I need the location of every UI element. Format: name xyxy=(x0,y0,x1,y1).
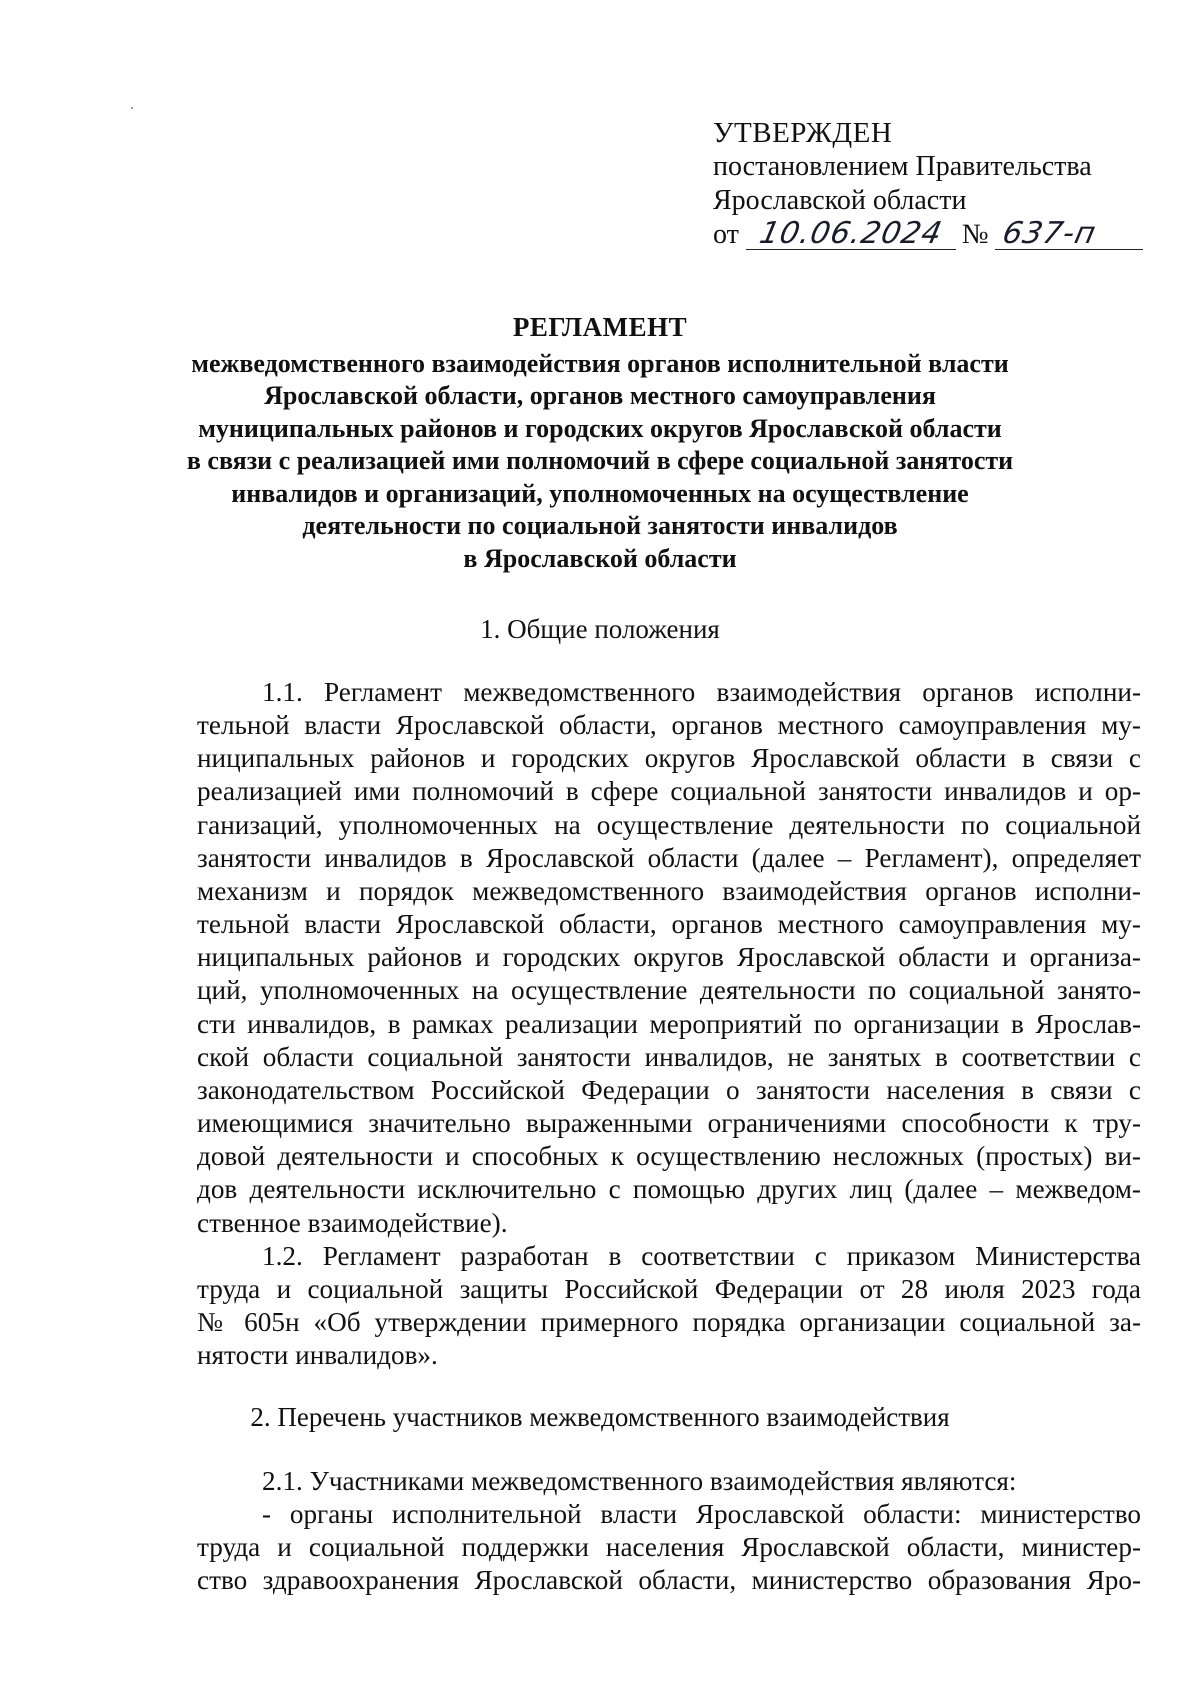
approval-block xyxy=(713,116,1153,252)
subtitle-line: инвалидов и организаций, уполномоченных на осуществление xyxy=(231,478,969,508)
approval-date-number-line xyxy=(713,218,1153,252)
paragraph-2-1 xyxy=(197,1465,1141,1598)
text-line: 1.2. Регламент разработан в соответствии с приказом Министерства xyxy=(262,1241,1141,1271)
approval-line-1: постановлением Правительства xyxy=(713,151,1092,182)
text-line: труда и социальной поддержки населения Ярославской области, министер- xyxy=(197,1532,1141,1563)
handwritten-date: 10.06.2024 xyxy=(756,216,946,251)
text-line: реализацией ими полномочий в сфере социальной занятости инвалидов и ор- xyxy=(197,776,1141,807)
subtitle-line: межведомственного взаимодействия органов исполнительной власти xyxy=(191,348,1009,378)
text-line: труда и социальной защиты Российской Федерации от 28 июля 2023 года xyxy=(197,1274,1141,1305)
text-line: ниципальных районов и городских округов Ярославской области и организа- xyxy=(197,942,1141,973)
document-title: РЕГЛАМЕНТ xyxy=(512,312,688,342)
section-1-heading: 1. Общие положения xyxy=(480,614,720,644)
subtitle-line: деятельности по социальной занятости инвалидов xyxy=(302,511,898,540)
text-line: занятости инвалидов в Ярославской области (далее – Регламент), определяет xyxy=(197,842,1141,873)
text-line: - органы исполнительной власти Ярославской области: министерство xyxy=(262,1499,1141,1530)
text-line: дов деятельности исключительно с помощью других лиц (далее – межведом- xyxy=(197,1174,1141,1205)
text-line: ганизаций, уполномоченных на осуществление деятельности по социальной xyxy=(197,809,1141,840)
subtitle-line: Ярославской области, органов местного самоуправления xyxy=(264,381,936,410)
approval-title: УТВЕРЖДЕН xyxy=(713,117,893,149)
text-line: механизм и порядок межведомственного взаимодействия органов исполни- xyxy=(197,875,1141,906)
number-field xyxy=(995,216,1143,251)
date-field xyxy=(746,216,956,251)
text-line: ниципальных районов и городских округов Ярославской области в связи с xyxy=(197,743,1141,774)
text-line: законодательством Российской Федерации о занятости населения в связи с xyxy=(197,1074,1141,1105)
document-header xyxy=(140,311,1060,575)
text-line: ской области социальной занятости инвалидов, не занятых в соответствии с xyxy=(197,1041,1141,1072)
paragraph-1-2 xyxy=(197,1240,1141,1373)
scan-speck xyxy=(131,107,133,109)
text-line: ство здравоохранения Ярославской области, министерство образования Яро- xyxy=(197,1565,1141,1596)
text-line: ственное взаимодействие). xyxy=(197,1207,508,1238)
paragraph-1-1 xyxy=(197,676,1141,1240)
subtitle-line: муниципальных районов и городских округов Ярославской области xyxy=(198,413,1002,443)
approval-line-2: Ярославской области xyxy=(713,185,967,216)
text-line: нятости инвалидов». xyxy=(197,1340,438,1371)
number-sign: № xyxy=(961,219,989,250)
handwritten-number: 637-п xyxy=(998,216,1100,251)
section-2-heading: 2. Перечень участников межведомственного взаимодействия xyxy=(250,1402,950,1432)
text-line: ций, уполномоченных на осуществление деятельности по социальной занято- xyxy=(197,975,1141,1006)
text-line: 1.1. Регламент межведомственного взаимодействия органов исполни- xyxy=(262,677,1141,707)
date-prefix: от xyxy=(713,219,739,250)
text-line: тельной власти Ярославской области, органов местного самоуправления му- xyxy=(197,710,1141,741)
text-line: № 605н «Об утверждении примерного порядка организации социальной за- xyxy=(197,1307,1141,1338)
text-line: 2.1. Участниками межведомственного взаимодействия являются: xyxy=(262,1466,1017,1496)
text-line: сти инвалидов, в рамках реализации мероприятий по организации в Ярослав- xyxy=(197,1008,1141,1039)
text-line: тельной власти Ярославской области, органов местного самоуправления му- xyxy=(197,909,1141,940)
subtitle-line: в связи с реализацией ими полномочий в сфере социальной занятости xyxy=(186,446,1014,475)
subtitle-line: в Ярославской области xyxy=(463,543,737,573)
text-line: имеющимися значительно выраженными ограничениями способности к тру- xyxy=(197,1108,1141,1139)
text-line: довой деятельности и способных к осуществлению несложных (простых) ви- xyxy=(197,1141,1141,1172)
